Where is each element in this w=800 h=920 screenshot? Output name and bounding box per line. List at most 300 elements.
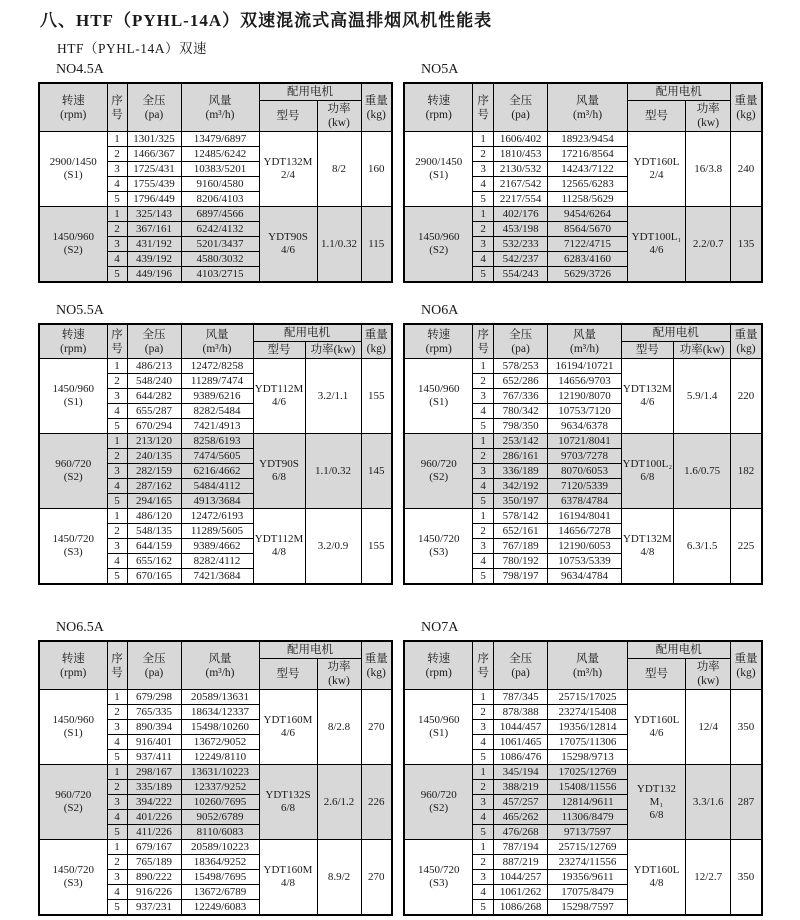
speed-cell: 1450/720 (S3) (404, 840, 473, 916)
serial-cell: 3 (107, 389, 127, 404)
speed-cell: 1450/720 (S3) (39, 509, 107, 585)
volume-cell: 20589/13631 (181, 690, 259, 705)
col-header-serial: 序 号 (473, 83, 493, 132)
motor-power-cell: 12/2.7 (686, 840, 731, 916)
page-subtitle: HTF（PYHL-14A）双速 (57, 41, 208, 56)
volume-cell: 14243/7122 (548, 162, 627, 177)
pressure-cell: 548/135 (127, 524, 181, 539)
pressure-cell: 449/196 (127, 267, 181, 283)
volume-cell: 14656/9703 (548, 374, 621, 389)
speed-cell: 1450/960 (S1) (39, 359, 107, 434)
serial-cell: 1 (473, 509, 493, 524)
serial-cell: 3 (473, 162, 493, 177)
serial-cell: 2 (107, 374, 127, 389)
serial-cell: 5 (473, 569, 493, 585)
volume-cell: 12249/6083 (181, 900, 259, 916)
motor-model-cell: YDT160M 4/8 (259, 840, 317, 916)
motor-power-cell: 2.6/1.2 (317, 765, 361, 840)
col-header-speed: 转速 (rpm) (404, 641, 473, 690)
serial-cell: 2 (107, 524, 127, 539)
serial-cell: 1 (473, 132, 493, 147)
serial-cell: 2 (473, 147, 493, 162)
motor-model-cell: YDT132M 4/8 (621, 509, 674, 585)
serial-cell: 4 (107, 885, 127, 900)
serial-cell: 3 (107, 870, 127, 885)
serial-cell: 5 (107, 825, 127, 840)
serial-cell: 1 (107, 207, 127, 222)
speed-cell: 1450/960 (S1) (39, 690, 107, 765)
serial-cell: 2 (107, 449, 127, 464)
serial-cell: 3 (107, 795, 127, 810)
serial-cell: 5 (473, 494, 493, 509)
serial-cell: 2 (473, 780, 493, 795)
pressure-cell: 787/194 (493, 840, 548, 855)
speed-cell: 2900/1450 (S1) (404, 132, 473, 207)
volume-cell: 18634/12337 (181, 705, 259, 720)
table-row (404, 509, 762, 524)
volume-cell: 12472/8258 (181, 359, 253, 374)
pressure-cell: 282/159 (127, 464, 181, 479)
pressure-cell: 578/253 (493, 359, 548, 374)
col-header-model: 型号 (253, 342, 305, 359)
weight-cell: 350 (731, 690, 763, 765)
speed-cell: 1450/960 (S2) (404, 207, 473, 283)
pressure-cell: 532/233 (493, 237, 548, 252)
pressure-cell: 465/262 (493, 810, 548, 825)
volume-cell: 10383/5201 (181, 162, 259, 177)
table-block (38, 303, 393, 585)
volume-cell: 14656/7278 (548, 524, 621, 539)
pressure-cell: 767/189 (493, 539, 548, 554)
motor-model-cell: YDT132M 4/6 (621, 359, 674, 434)
volume-cell: 12249/8110 (181, 750, 259, 765)
pressure-cell: 453/198 (493, 222, 548, 237)
volume-cell: 17025/12769 (548, 765, 627, 780)
pressure-cell: 644/282 (127, 389, 181, 404)
serial-cell: 4 (107, 810, 127, 825)
motor-model-cell: YDT112M 4/8 (253, 509, 305, 585)
volume-cell: 10753/7120 (548, 404, 621, 419)
col-header-power: 功率 (kw) (317, 659, 361, 690)
serial-cell: 1 (473, 840, 493, 855)
weight-cell: 135 (731, 207, 763, 283)
volume-cell: 12472/6193 (181, 509, 253, 524)
volume-cell: 13672/6789 (181, 885, 259, 900)
serial-cell: 2 (473, 374, 493, 389)
serial-cell: 2 (473, 524, 493, 539)
col-header-pressure: 全压 (pa) (127, 83, 181, 132)
pressure-cell: 1466/367 (127, 147, 181, 162)
serial-cell: 2 (473, 705, 493, 720)
serial-cell: 3 (473, 464, 493, 479)
pressure-cell: 486/213 (127, 359, 181, 374)
serial-cell: 5 (473, 419, 493, 434)
volume-cell: 11306/8479 (548, 810, 627, 825)
volume-cell: 16194/8041 (548, 509, 621, 524)
pressure-cell: 1061/465 (493, 735, 548, 750)
table-title: NO5A (421, 62, 459, 77)
table-row (39, 690, 392, 705)
volume-cell: 13631/10223 (181, 765, 259, 780)
pressure-cell: 388/219 (493, 780, 548, 795)
pressure-cell: 578/142 (493, 509, 548, 524)
pressure-cell: 298/167 (127, 765, 181, 780)
weight-cell: 270 (361, 840, 392, 916)
pressure-cell: 486/120 (127, 509, 181, 524)
pressure-cell: 798/197 (493, 569, 548, 585)
col-header-model: 型号 (627, 659, 686, 690)
serial-cell: 3 (473, 539, 493, 554)
col-header-motor-group: 配用电机 (259, 83, 361, 101)
table-row (404, 132, 762, 147)
spec-table (403, 640, 763, 916)
pressure-cell: 937/231 (127, 900, 181, 916)
volume-cell: 9052/6789 (181, 810, 259, 825)
col-header-model: 型号 (259, 659, 317, 690)
volume-cell: 9703/7278 (548, 449, 621, 464)
pressure-cell: 294/165 (127, 494, 181, 509)
col-header-serial: 序 号 (107, 324, 127, 359)
pressure-cell: 335/189 (127, 780, 181, 795)
weight-cell: 182 (731, 434, 762, 509)
spec-table (403, 82, 763, 283)
serial-cell: 5 (107, 750, 127, 765)
volume-cell: 25715/12769 (548, 840, 627, 855)
volume-cell: 15408/11556 (548, 780, 627, 795)
pressure-cell: 342/192 (493, 479, 548, 494)
weight-cell: 115 (361, 207, 392, 283)
pressure-cell: 457/257 (493, 795, 548, 810)
speed-cell: 960/720 (S2) (39, 765, 107, 840)
pressure-cell: 1061/262 (493, 885, 548, 900)
volume-cell: 10260/7695 (181, 795, 259, 810)
motor-model-cell: YDT132S 6/8 (259, 765, 317, 840)
pressure-cell: 253/142 (493, 434, 548, 449)
pressure-cell: 439/192 (127, 252, 181, 267)
table-row (404, 690, 762, 705)
volume-cell: 12190/8070 (548, 389, 621, 404)
volume-cell: 8258/6193 (181, 434, 253, 449)
pressure-cell: 1086/268 (493, 900, 548, 916)
serial-cell: 4 (107, 404, 127, 419)
volume-cell: 12337/9252 (181, 780, 259, 795)
motor-power-cell: 8/2.8 (317, 690, 361, 765)
serial-cell: 5 (473, 825, 493, 840)
pressure-cell: 765/189 (127, 855, 181, 870)
pressure-cell: 679/167 (127, 840, 181, 855)
pressure-cell: 890/394 (127, 720, 181, 735)
motor-power-cell: 8/2 (317, 132, 361, 207)
col-header-motor-group: 配用电机 (627, 83, 730, 101)
serial-cell: 4 (473, 177, 493, 192)
motor-power-cell: 8.9/2 (317, 840, 361, 916)
motor-model-cell: YDT100L₁ 4/6 (627, 207, 686, 283)
motor-power-cell: 12/4 (686, 690, 731, 765)
serial-cell: 1 (473, 434, 493, 449)
volume-cell: 15298/7597 (548, 900, 627, 916)
pressure-cell: 679/298 (127, 690, 181, 705)
pressure-cell: 767/336 (493, 389, 548, 404)
motor-model-cell: YDT160L 4/6 (627, 690, 686, 765)
col-header-pressure: 全压 (pa) (493, 83, 548, 132)
spec-table (38, 82, 393, 283)
volume-cell: 12190/6053 (548, 539, 621, 554)
pressure-cell: 1044/457 (493, 720, 548, 735)
serial-cell: 1 (107, 690, 127, 705)
pressure-cell: 787/345 (493, 690, 548, 705)
serial-cell: 3 (107, 162, 127, 177)
col-header-weight: 重量 (kg) (361, 324, 392, 359)
serial-cell: 4 (473, 735, 493, 750)
col-header-speed: 转速 (rpm) (39, 83, 107, 132)
motor-power-cell: 3.2/1.1 (305, 359, 361, 434)
pressure-cell: 878/388 (493, 705, 548, 720)
motor-power-cell: 1.1/0.32 (317, 207, 361, 283)
motor-power-cell: 2.2/0.7 (686, 207, 731, 283)
volume-cell: 9634/4784 (548, 569, 621, 585)
pressure-cell: 798/350 (493, 419, 548, 434)
col-header-weight: 重量 (kg) (361, 641, 392, 690)
table-title: NO6.5A (56, 620, 104, 635)
serial-cell: 5 (107, 419, 127, 434)
pressure-cell: 286/161 (493, 449, 548, 464)
col-header-weight: 重量 (kg) (731, 83, 763, 132)
serial-cell: 5 (107, 267, 127, 283)
col-header-speed: 转速 (rpm) (39, 641, 107, 690)
volume-cell: 11289/5605 (181, 524, 253, 539)
serial-cell: 1 (107, 765, 127, 780)
col-header-speed: 转速 (rpm) (404, 324, 473, 359)
table-title: NO7A (421, 620, 459, 635)
col-header-serial: 序 号 (107, 641, 127, 690)
volume-cell: 18364/9252 (181, 855, 259, 870)
pressure-cell: 655/162 (127, 554, 181, 569)
volume-cell: 4913/3684 (181, 494, 253, 509)
table-row (39, 132, 392, 147)
volume-cell: 7421/4913 (181, 419, 253, 434)
pressure-cell: 1606/402 (493, 132, 548, 147)
col-header-speed: 转速 (rpm) (39, 324, 107, 359)
volume-cell: 8070/6053 (548, 464, 621, 479)
volume-cell: 6216/4662 (181, 464, 253, 479)
volume-cell: 10753/5339 (548, 554, 621, 569)
pressure-cell: 652/161 (493, 524, 548, 539)
col-header-power: 功率(kw) (305, 342, 361, 359)
table-row (39, 359, 392, 374)
weight-cell: 145 (361, 434, 392, 509)
weight-cell: 160 (361, 132, 392, 207)
serial-cell: 1 (107, 132, 127, 147)
pressure-cell: 937/411 (127, 750, 181, 765)
weight-cell: 270 (361, 690, 392, 765)
volume-cell: 10721/8041 (548, 434, 621, 449)
pressure-cell: 240/135 (127, 449, 181, 464)
spec-table (38, 640, 393, 916)
volume-cell: 18923/9454 (548, 132, 627, 147)
weight-cell: 240 (731, 132, 763, 207)
table-block (403, 62, 763, 283)
speed-cell: 960/720 (S2) (39, 434, 107, 509)
motor-power-cell: 3.3/1.6 (686, 765, 731, 840)
serial-cell: 3 (473, 237, 493, 252)
volume-cell: 19356/9611 (548, 870, 627, 885)
volume-cell: 15498/7695 (181, 870, 259, 885)
serial-cell: 2 (107, 222, 127, 237)
volume-cell: 13672/9052 (181, 735, 259, 750)
pressure-cell: 655/287 (127, 404, 181, 419)
volume-cell: 11258/5629 (548, 192, 627, 207)
col-header-weight: 重量 (kg) (361, 83, 392, 132)
serial-cell: 1 (107, 434, 127, 449)
col-header-volume: 风量 (m³/h) (548, 641, 627, 690)
col-header-pressure: 全压 (pa) (493, 641, 548, 690)
pressure-cell: 2167/542 (493, 177, 548, 192)
col-header-serial: 序 号 (473, 641, 493, 690)
volume-cell: 15298/9713 (548, 750, 627, 765)
speed-cell: 1450/960 (S1) (404, 359, 473, 434)
col-header-model: 型号 (621, 342, 674, 359)
volume-cell: 7474/5605 (181, 449, 253, 464)
volume-cell: 20589/10223 (181, 840, 259, 855)
table-title: NO5.5A (56, 303, 104, 318)
col-header-weight: 重量 (kg) (731, 641, 763, 690)
motor-model-cell: YDT90S 6/8 (253, 434, 305, 509)
volume-cell: 11289/7474 (181, 374, 253, 389)
volume-cell: 16194/10721 (548, 359, 621, 374)
volume-cell: 12485/6242 (181, 147, 259, 162)
col-header-pressure: 全压 (pa) (493, 324, 548, 359)
serial-cell: 5 (107, 494, 127, 509)
weight-cell: 155 (361, 509, 392, 585)
motor-model-cell: YDT160L 2/4 (627, 132, 686, 207)
pressure-cell: 554/243 (493, 267, 548, 283)
serial-cell: 4 (107, 177, 127, 192)
pressure-cell: 325/143 (127, 207, 181, 222)
motor-model-cell: YDT160M 4/6 (259, 690, 317, 765)
serial-cell: 2 (107, 705, 127, 720)
motor-power-cell: 1.6/0.75 (674, 434, 731, 509)
pressure-cell: 1810/453 (493, 147, 548, 162)
motor-model-cell: YDT132 M₁ 6/8 (627, 765, 686, 840)
col-header-pressure: 全压 (pa) (127, 324, 181, 359)
volume-cell: 17216/8564 (548, 147, 627, 162)
col-header-power: 功率 (kw) (686, 659, 731, 690)
page-title: 八、HTF（PYHL-14A）双速混流式高温排烟风机性能表 (40, 11, 493, 30)
pressure-cell: 411/226 (127, 825, 181, 840)
table-block (38, 62, 393, 283)
table-row (39, 434, 392, 449)
pressure-cell: 401/226 (127, 810, 181, 825)
serial-cell: 4 (473, 810, 493, 825)
volume-cell: 17075/8479 (548, 885, 627, 900)
pressure-cell: 1755/439 (127, 177, 181, 192)
volume-cell: 6897/4566 (181, 207, 259, 222)
serial-cell: 4 (107, 479, 127, 494)
table-title: NO6A (421, 303, 459, 318)
serial-cell: 1 (107, 840, 127, 855)
pressure-cell: 402/176 (493, 207, 548, 222)
serial-cell: 4 (473, 885, 493, 900)
col-header-power: 功率 (kw) (686, 101, 731, 132)
serial-cell: 3 (473, 720, 493, 735)
weight-cell: 287 (731, 765, 763, 840)
weight-cell: 155 (361, 359, 392, 434)
table-block (403, 620, 763, 916)
table-row (404, 840, 762, 855)
col-header-power: 功率 (kw) (317, 101, 361, 132)
weight-cell: 220 (731, 359, 762, 434)
pressure-cell: 916/226 (127, 885, 181, 900)
volume-cell: 17075/11306 (548, 735, 627, 750)
volume-cell: 5629/3726 (548, 267, 627, 283)
volume-cell: 7120/5339 (548, 479, 621, 494)
pressure-cell: 367/161 (127, 222, 181, 237)
pressure-cell: 2130/532 (493, 162, 548, 177)
volume-cell: 6378/4784 (548, 494, 621, 509)
volume-cell: 25715/17025 (548, 690, 627, 705)
volume-cell: 23274/15408 (548, 705, 627, 720)
motor-power-cell: 16/3.8 (686, 132, 731, 207)
volume-cell: 9634/6378 (548, 419, 621, 434)
serial-cell: 5 (473, 192, 493, 207)
motor-power-cell: 1.1/0.32 (305, 434, 361, 509)
volume-cell: 15498/10260 (181, 720, 259, 735)
pressure-cell: 394/222 (127, 795, 181, 810)
volume-cell: 4103/2715 (181, 267, 259, 283)
volume-cell: 8282/4112 (181, 554, 253, 569)
col-header-volume: 风量 (m³/h) (181, 324, 253, 359)
motor-power-cell: 3.2/0.9 (305, 509, 361, 585)
col-header-speed: 转速 (rpm) (404, 83, 473, 132)
speed-cell: 960/720 (S2) (404, 765, 473, 840)
table-row (39, 509, 392, 524)
volume-cell: 6283/4160 (548, 252, 627, 267)
serial-cell: 4 (473, 479, 493, 494)
pressure-cell: 670/165 (127, 569, 181, 585)
volume-cell: 8206/4103 (181, 192, 259, 207)
col-header-volume: 风量 (m³/h) (548, 324, 621, 359)
spec-table (38, 323, 393, 585)
serial-cell: 1 (473, 690, 493, 705)
col-header-serial: 序 号 (473, 324, 493, 359)
serial-cell: 3 (473, 870, 493, 885)
table-row (404, 207, 762, 222)
motor-power-cell: 5.9/1.4 (674, 359, 731, 434)
table-row (39, 207, 392, 222)
serial-cell: 2 (473, 449, 493, 464)
pressure-cell: 644/159 (127, 539, 181, 554)
table-row (39, 765, 392, 780)
pressure-cell: 350/197 (493, 494, 548, 509)
pressure-cell: 287/162 (127, 479, 181, 494)
serial-cell: 5 (107, 192, 127, 207)
motor-model-cell: YDT160L 4/8 (627, 840, 686, 916)
spec-table (403, 323, 763, 585)
serial-cell: 5 (473, 750, 493, 765)
serial-cell: 2 (107, 855, 127, 870)
pressure-cell: 652/286 (493, 374, 548, 389)
speed-cell: 1450/960 (S1) (404, 690, 473, 765)
pressure-cell: 2217/554 (493, 192, 548, 207)
volume-cell: 9160/4580 (181, 177, 259, 192)
pressure-cell: 1725/431 (127, 162, 181, 177)
pressure-cell: 1086/476 (493, 750, 548, 765)
motor-model-cell: YDT90S 4/6 (259, 207, 317, 283)
volume-cell: 5484/4112 (181, 479, 253, 494)
pressure-cell: 780/192 (493, 554, 548, 569)
volume-cell: 12814/9611 (548, 795, 627, 810)
volume-cell: 23274/11556 (548, 855, 627, 870)
